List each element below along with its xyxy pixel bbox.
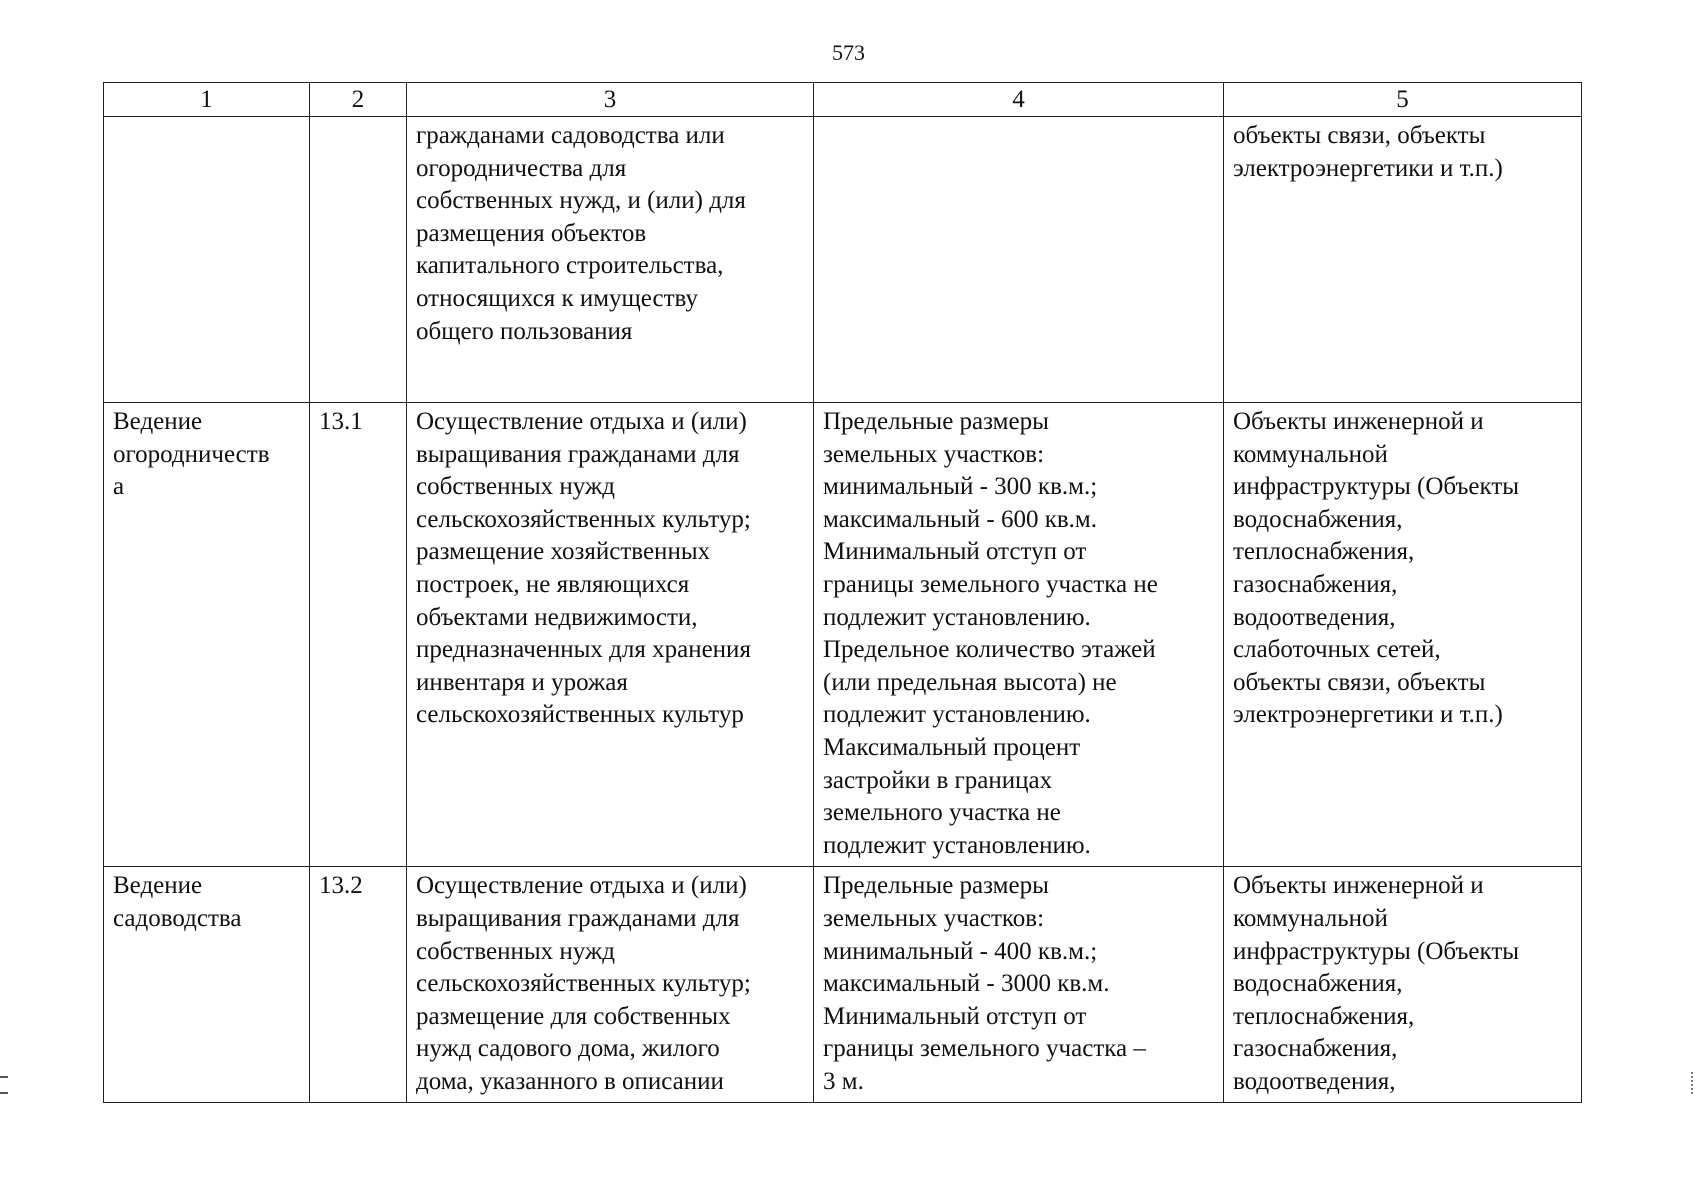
parameters-cell xyxy=(814,117,1224,403)
table-row xyxy=(104,867,1582,1103)
scan-edge-mark xyxy=(1691,1072,1697,1094)
table-row xyxy=(104,403,1582,867)
column-number-4: 4 xyxy=(814,83,1224,117)
description-cell: Осуществление отдыха и (или) выращивания гражданами для собственных нужд сельскохозяйственных культур; размещение для собственных нужд садового дома, жилого дома, указанного в описании xyxy=(407,867,814,1103)
column-number-3: 3 xyxy=(407,83,814,117)
column-number-2: 2 xyxy=(310,83,407,117)
land-use-code-cell: 13.1 xyxy=(310,403,407,867)
table-row xyxy=(104,117,1582,403)
zoning-table xyxy=(103,82,1582,1103)
description-cell: гражданами садоводства или огородничества для собственных нужд, и (или) для размещения объектов капитального строительства, относящихся к имуществу общего пользования xyxy=(407,117,814,403)
infrastructure-cell: Объекты инженерной и коммунальной инфраструктуры (Объекты водоснабжения, теплоснабжения, газоснабжения, водоотведения, слаботочных сетей, объекты связи, объекты электроэнергетики и т.п.) xyxy=(1224,403,1582,867)
parameters-cell: Предельные размеры земельных участков: минимальный - 300 кв.м.; максимальный - 600 кв.м. Минимальный отступ от границы земельного участка не подлежит установлению. Предельное количество этажей (или предельная высота) не подлежит установлению. Максимальный процент застройки в границах земельного участка не подлежит установлению. xyxy=(814,403,1224,867)
land-use-code-cell: 13.2 xyxy=(310,867,407,1103)
infrastructure-cell: объекты связи, объекты электроэнергетики и т.п.) xyxy=(1224,117,1582,403)
land-use-name-cell: Ведение огородничеств а xyxy=(104,403,310,867)
column-number-5: 5 xyxy=(1224,83,1582,117)
land-use-code-cell xyxy=(310,117,407,403)
scan-edge-mark xyxy=(0,1076,8,1094)
table-header-row xyxy=(104,83,1582,117)
column-number-1: 1 xyxy=(104,83,310,117)
parameters-cell: Предельные размеры земельных участков: минимальный - 400 кв.м.; максимальный - 3000 кв.м. Минимальный отступ от границы земельного участка – 3 м. xyxy=(814,867,1224,1103)
description-cell: Осуществление отдыха и (или) выращивания гражданами для собственных нужд сельскохозяйственных культур; размещение хозяйственных построек, не являющихся объектами недвижимости, предназначенных для хранения инвентаря и урожая сельскохозяйственных культур xyxy=(407,403,814,867)
page-number: 573 xyxy=(832,40,865,65)
infrastructure-cell: Объекты инженерной и коммунальной инфраструктуры (Объекты водоснабжения, теплоснабжения, газоснабжения, водоотведения, xyxy=(1224,867,1582,1103)
land-use-name-cell: Ведение садоводства xyxy=(104,867,310,1103)
land-use-name-cell xyxy=(104,117,310,403)
